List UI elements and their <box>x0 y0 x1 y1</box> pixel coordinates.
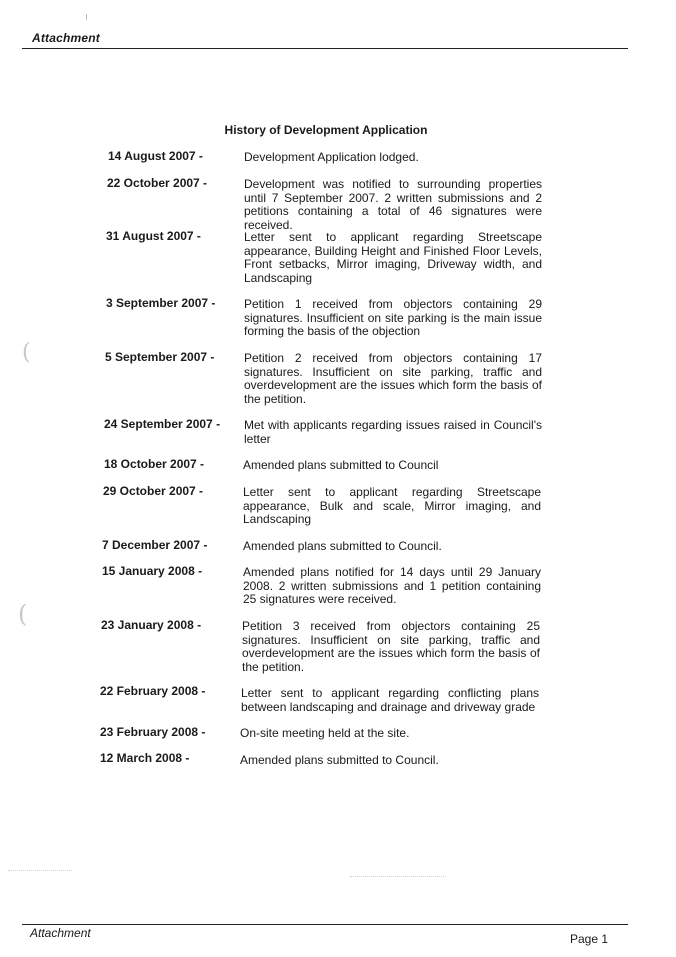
entry-date: 3 September 2007 - <box>106 296 216 310</box>
header-rule <box>22 48 628 49</box>
entry-date: 5 September 2007 - <box>105 350 215 364</box>
entry-description: Amended plans notified for 14 days until 29 January 2008. 2 written submissions and 1 petition containing 25 signatures were received. <box>243 565 541 606</box>
entry-description: Letter sent to applicant regarding conflicting plans between landscaping and drainage and driveway grade <box>241 686 539 714</box>
entry-description: Petition 3 received from objectors containing 25 signatures. Insufficient on site parking, traffic and overdevelopment are the issues which form the basis of the petition. <box>242 619 540 674</box>
entry-date: 24 September 2007 - <box>104 417 221 431</box>
entry-description: Development Application lodged. <box>244 150 419 164</box>
entry-description: Development was notified to surrounding properties until 7 September 2007. 2 written submissions and 2 petitions containing a total of 46 signatures were received. <box>244 177 542 232</box>
footer-rule <box>22 924 628 925</box>
entry-description: On-site meeting held at the site. <box>240 726 410 740</box>
entry-date: 23 February 2008 - <box>100 725 206 739</box>
entry-description: Petition 2 received from objectors containing 17 signatures. Insufficient on site parking, traffic and overdevelopment are the issues which form the basis of the petition. <box>244 351 542 406</box>
entry-date: 18 October 2007 - <box>104 457 205 471</box>
punch-hole-mark: ( <box>22 340 31 365</box>
punch-hole-mark: ( <box>18 600 28 628</box>
scan-speck <box>350 876 446 878</box>
entry-date: 22 October 2007 - <box>107 176 208 190</box>
entry-description: Petition 1 received from objectors containing 29 signatures. Insufficient on site parking is the main issue forming the basis of the objection <box>244 297 542 338</box>
entry-description: Letter sent to applicant regarding Streetscape appearance, Bulk and scale, Mirror imaging, and Landscaping <box>243 485 541 526</box>
entry-date: 31 August 2007 - <box>106 229 201 243</box>
entry-date: 23 January 2008 - <box>101 618 202 632</box>
entry-date: 7 December 2007 - <box>102 538 208 552</box>
entry-date: 15 January 2008 - <box>102 564 203 578</box>
entry-description: Letter sent to applicant regarding Streetscape appearance, Building Height and Finished Floor Levels, Front setbacks, Mirror imaging, Driveway width, and Landscaping <box>244 230 542 285</box>
entry-date: 14 August 2007 - <box>108 149 203 163</box>
entry-date: 22 February 2008 - <box>100 684 206 698</box>
entry-description: Amended plans submitted to Council. <box>240 753 439 767</box>
scan-speck <box>8 870 72 872</box>
entry-description: Amended plans submitted to Council <box>243 458 439 472</box>
header-label: Attachment <box>32 31 101 45</box>
page-number: Page 1 <box>570 932 609 946</box>
entry-date: 29 October 2007 - <box>103 484 204 498</box>
entry-description: Amended plans submitted to Council. <box>243 539 442 553</box>
entry-description: Met with applicants regarding issues raised in Council's letter <box>244 418 542 446</box>
document-title: History of Development Application <box>224 123 428 137</box>
scan-speck <box>86 14 88 20</box>
footer-label: Attachment <box>30 926 91 940</box>
entry-date: 12 March 2008 - <box>100 751 190 765</box>
